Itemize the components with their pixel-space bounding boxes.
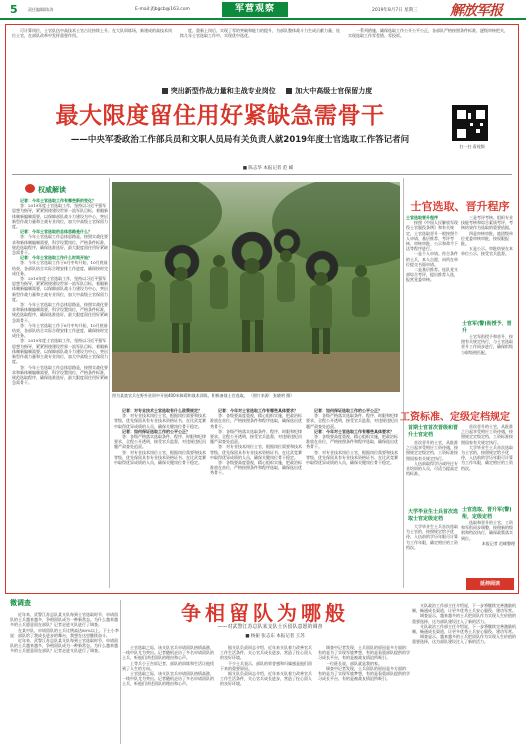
bottom-headline: 争相留队为哪般	[181, 601, 349, 625]
editor-info: 责任编辑/陈涛	[28, 7, 54, 12]
right-text-1c	[461, 334, 515, 394]
kicker-item: 突出新型作战力量和主战专业岗位	[170, 87, 276, 95]
answer: 答：2019年度士官选取工作，坚持以习近平强军思想为指导，紧紧围绕建设世界一流军队目标，着眼新体制新编制需要，以保障部队战斗力建设为中心，突出新型作战力量和主战专业岗位，加大中高级士官保留力度。	[12, 203, 108, 230]
intro-columns	[12, 28, 512, 88]
intro-col-1	[12, 28, 172, 88]
paragraph: 调查显示，越来越多的士兵把留队作为实现人生价值的重要选择，这为部队建设注入了新的活力。	[412, 613, 516, 624]
question: 记者：如何保证选取工作的公平公正？	[314, 408, 382, 413]
right-section-title-1: 士官选取、晋升程序	[410, 200, 510, 213]
answer: 答：各级要高度重视，精心组织实施，把政治标准放在首位，严格按照条件和程序选取，确保选出优秀骨干。	[306, 434, 398, 450]
answer: 答：各级要高度重视，精心组织实施，把政治标准放在首位，严格按照条件和程序选取，确保选出优秀骨干。	[210, 413, 302, 429]
news-photo	[112, 182, 400, 392]
square-bullet-icon	[162, 88, 168, 94]
left-column-text	[12, 198, 108, 588]
section-badge-icon	[25, 184, 35, 193]
paragraph: 近年来，武警江苏总队某支队每到士官选取时节，申请留队的士兵越来越多，争相留队成为一种新常态。为什么越来越多的士兵愿意留在部队？记者走进支队进行了调查。	[10, 612, 118, 628]
paragraph: 入伍前取得学历或经过专业培训的人员，可适当提高定档标准。	[406, 460, 458, 477]
divider	[12, 174, 512, 175]
paragraph: 据支队负责同志介绍，近年来支队着力改善官兵工作生活条件，关心官兵成长进步，营造了拴心留人的良好环境。	[220, 645, 312, 661]
bottom-column-2	[122, 645, 217, 745]
kicker-item: 加大中高级士官保留力度	[295, 87, 373, 95]
paragraph: 首次晋升的士官，从批准之日起享受相应工资待遇，按照规定定级定档，工资标准按照国家有关规定执行。	[406, 440, 458, 461]
question: 记者：今年对士官选取工作有哪些具体要求？	[218, 408, 298, 413]
newspaper-logo: 解放军报	[450, 3, 502, 19]
question: 记者：如何保证选取工作的公平公正？	[122, 428, 190, 434]
answer: 答：各级严格落实选取条件、程序、时限和纪律要求，全程公开透明，接受官兵监督，对违规违纪问题严肃查处追责。	[210, 428, 302, 445]
paragraph: 按照《中国人民解放军现役士官服役条例》和有关规定，士官选取晋升一般按照个人申请、基层推荐、考评考核、审核审批、公示和命令下达等程序进行。	[406, 220, 458, 252]
right-text-4	[461, 520, 515, 574]
paragraph: 士官军衔授予和晋升，按照有关规定执行，与士官选取晋升工作同步进行，确保衔级与职级相匹配。	[461, 334, 513, 355]
question: 记者：今年士官选取的总体思路是什么？	[20, 229, 92, 235]
right-text-2	[406, 440, 458, 500]
right-section-title-2: 工资标准、定级定档规定	[400, 412, 510, 423]
photo-caption: 图为某旅官兵在野外驻训中开展400米障碍和战术训练，积极备战士官选取。 （照片来源：张晓明 摄）	[112, 393, 295, 398]
mid-column-2	[210, 408, 302, 588]
answer: 答：今年士官选取工作总体思路是，按照实战化要求和新体制编制需要，科学设置岗位，严格条件标准，规范选取程序，确保选准选好，最大限度留住用好紧缺急需骨干。	[12, 364, 108, 386]
mid-column-1	[114, 408, 206, 588]
paragraph: 支队政治工作部主任介绍说，下一步将继续完善激励机制，畅通成长渠道，让更多优秀士兵安心服役、建功军营。	[412, 603, 516, 614]
answer: 答：对专业技术岗位士官，根据岗位需要和技术等级，优先保留具有专业技术资格证书、在比武竞赛中取得优异成绩的人员，确保关键岗位骨干稳定。	[306, 449, 398, 466]
answer: 答：各级要高度重视，精心组织实施，把政治标准放在首位，严格按照条件和程序选取，确保选出优秀骨干。	[210, 460, 302, 476]
question: 记者：对专业技术士官选取有什么政策规定？	[122, 408, 202, 413]
intro-col-2	[180, 28, 340, 88]
bottom-byline: ■ 杨振 张志东 本报记者 王苏	[245, 634, 305, 639]
bottom-subtitle: ——对武警江苏总队某支队士兵留队意愿的调查	[217, 624, 323, 630]
square-bullet-icon	[286, 88, 292, 94]
answer: 答：今年士官选取工作于8月中旬开始，10月底前结束，各部队结合实际合理安排工作进度，确保按时完成任务。	[12, 260, 108, 276]
answer: 答：对专业技术岗位士官，根据岗位需要和技术等级，优先保留具有专业技术资格证书、在比武竞赛中取得优异成绩的人员，确保关键岗位骨干稳定。	[114, 413, 206, 429]
answer: 答：各级严格落实选取条件、程序、时限和纪律要求，全程公开透明，接受官兵监督，对违规违纪问题严肃查处追责。	[306, 413, 398, 429]
right-subhead-3: 大学毕业生士兵首次选取士官定级定档	[408, 509, 459, 522]
bottom-section-title: 微调查	[10, 599, 31, 607]
paragraph: 调查中记者发现，士兵留队的原因是多方面的：有的是为了实现军旅梦想，有的是看重部队提供的学习成长平台，有的是被战友情谊所吸引。	[318, 665, 410, 682]
column-divider	[403, 178, 404, 588]
paragraph: 调查显示，越来越多的士兵把留队作为实现人生价值的重要选择，这为部队建设注入了新的活力。	[412, 634, 516, 645]
paragraph: 不少士兵表示，部队的荣誉感和归属感是他们留下来的重要原因。	[220, 660, 312, 671]
paragraph: 士官选取之际，该支队官兵申请留队热情高涨，一线中队尤为突出。记者随机走访了多名申请留队的士兵，听他们讲述留队的理由和心声。	[122, 645, 214, 661]
paragraph: 五是公示。审批结果在本单位公示，接受官兵监督。	[461, 246, 513, 257]
paragraph: 士官选取之际，该支队官兵申请留队热情高涨，一线中队尤为突出。记者随机走访了多名申请留队的士兵，听他们讲述留队的理由和心声。	[122, 671, 214, 687]
byline: ■ 陈志华 本报记者 范 嵘	[242, 166, 294, 171]
paragraph: 支队政治工作部主任介绍说，下一步将继续完善激励机制，畅通成长渠道，让更多优秀士兵安心服役、建功军营。	[412, 623, 516, 635]
paragraph: 二是基层推荐。连队党支部综合考评，提出推荐人选，报营党委审核。	[406, 267, 458, 283]
paragraph: 大学毕业生士兵首次选取为士官的，按照规定给予优待，入伍前的学历年限可计算为工作年限，确定相应的工资档次。	[461, 444, 513, 471]
paragraph: 一系列措施，确保选取工作公开公平公正，各部队严格按照条件标准，逐级审核把关，实现选取工作零差错、零投诉。	[348, 28, 508, 39]
email: E-mail:jfjbgcb@163.com	[135, 7, 190, 12]
paragraph: 上等兵小王告诉记者，部队的训练和生活让他找到了人生的方向。	[122, 660, 214, 671]
answer: 答：各级严格落实选取条件、程序、时限和纪律要求，全程公开透明，接受官兵监督，对违规违纪问题严肃查处追责。	[114, 434, 206, 450]
extended-reading-tag: 延伸阅读	[466, 578, 514, 590]
qr-label: 扫一扫 看视频	[459, 144, 485, 149]
paragraph: 在某中队，申请留队的士兵比例高达80%以上。下士小李说：部队给了我成长进步的舞台，我想在这里继续奋斗。	[10, 627, 119, 638]
column-divider	[109, 178, 110, 588]
mid-column-3	[306, 408, 400, 588]
question: 记者：今年士官选取工作有哪些新的变化？	[20, 198, 96, 203]
paragraph: 四是审核审批。旅团级单位党委审核审批，按权限报批。	[461, 230, 513, 247]
paragraph: 可计算岗位，士官队伍中高技术士官占比持续上升。在大队训练场，新建成的高技术岗位士官，在部队改革中发挥重要作用。	[12, 28, 172, 39]
answer: 答：对专业技术岗位士官，根据岗位需要和技术等级，优先保留具有专业技术资格证书、在比武竞赛中取得优异成绩的人员，确保关键岗位骨干稳定。	[210, 444, 302, 460]
paragraph: 选取和晋升的士官，工资和军衔同步调整，按照新的级别和档次执行，确保政策落实到位。	[461, 520, 513, 541]
right-subhead-4: 士官选取、晋升军(警)衔，定级定档	[462, 507, 512, 520]
paragraph: 首次晋升的士官，从批准之日起享受相应工资待遇，按照规定定级定档，工资标准按照国家有关规定执行。	[461, 424, 513, 445]
bottom-column-5	[412, 603, 518, 743]
issue-date: 2019年8月7日 星期三	[372, 8, 418, 13]
soldiers-training-image	[112, 182, 400, 392]
answer: 答：今年士官选取工作总体思路是，按照实战化要求和新体制编制需要，科学设置岗位，严格条件标准，规范选取程序，确保选准选好，最大限度留住用好紧缺急需骨干。	[12, 302, 108, 323]
paragraph: 三是考评考核。组织专业技能考核和综合素质考评，考核结果作为选取的重要依据。	[461, 215, 513, 231]
right-subhead-2: 首期士官首次晋级和晋升士官定档	[408, 425, 459, 438]
answer: 答：今年士官选取工作总体思路是，按照实战化要求和新体制编制需要，科学设置岗位，严格条件标准，规范选取程序，确保选准选好，最大限度留住用好紧缺急需骨干。	[12, 234, 108, 256]
paragraph: 据支队负责同志介绍，近年来支队着力改善官兵工作生活条件，关心官兵成长进步，营造了拴心留人的良好环境。	[220, 671, 312, 687]
header-rule	[0, 18, 526, 20]
answer: 答：2019年度士官选取工作，坚持以习近平强军思想为指导，紧紧围绕建设世界一流军队目标，着眼新体制新编制需要，以保障部队战斗力建设为中心，突出新型作战力量和主战专业岗位，加大中高级士官保留力度。	[12, 338, 108, 365]
answer: 答：2019年度士官选取工作，坚持以习近平强军思想为指导，紧紧围绕建设世界一流军队目标，着眼新体制新编制需要，以保障部队战斗力建设为中心，突出新型作战力量和主战专业岗位，加大中高级士官保留力度。	[12, 276, 108, 302]
paragraph: 一位班长说，部队就是我的家。	[326, 660, 382, 666]
right-text-2b	[461, 424, 515, 504]
answer: 答：今年士官选取工作于8月中旬开始，10月底前结束，各部队结合实际合理安排工作进度，确保按时完成任务。	[12, 322, 108, 339]
question: 记者：今年士官选取工作什么时间开始？	[20, 255, 92, 261]
paragraph: 大学毕业生士兵首次选取为士官的，按照规定给予优待，入伍前的学历年限可计算为工作年限，确定相应的工资档次。	[406, 524, 458, 550]
bottom-column-4	[318, 645, 413, 745]
bottom-column-3	[220, 645, 315, 745]
headline: 最大限度留住用好紧缺急需骨干	[55, 103, 385, 129]
kicker	[100, 86, 426, 96]
question: 记者：今年对士官选取工作有哪些具体要求？	[314, 428, 394, 434]
paragraph: 度，重新上岗后，实现了零的突破和能力的提升，为部队整体战斗力生成贡献力量，连续几年士官选取工作中，实现优中选优。	[180, 28, 340, 39]
right-text-3	[406, 524, 458, 584]
answer: 答：对专业技术岗位士官，根据岗位需要和技术等级，优先保留具有专业技术资格证书、在比武竞赛中取得优异成绩的人员，确保关键岗位骨干稳定。	[114, 449, 206, 466]
qr-code-icon[interactable]	[452, 105, 488, 141]
intro-col-3	[348, 28, 508, 88]
right-text-1b	[461, 215, 515, 315]
signature: 本报记者 范嵘整理	[481, 540, 515, 546]
right-subhead-1: 士官军(警)衔授予、晋升	[462, 321, 512, 334]
left-section-title: 权威解读	[38, 186, 66, 194]
subheading: 士官选取晋升程序	[406, 215, 438, 220]
page-number: 5	[10, 3, 18, 16]
paragraph: 近年来，武警江苏总队某支队每到士官选取时节，申请留队的士兵越来越多，争相留队成为一种新常态。为什么越来越多的士兵愿意留在部队？记者走进支队进行了调查。	[10, 638, 118, 654]
right-text-1a	[406, 215, 458, 395]
sub-headline: ——中央军委政治工作部兵员和文职人员局有关负责人就2019年度士官选取工作答记者问	[70, 135, 410, 145]
section-title: 军营观察	[222, 2, 288, 17]
bottom-column-1	[10, 612, 120, 744]
paragraph: 调查中记者发现，士兵留队的原因是多方面的：有的是为了实现军旅梦想，有的是看重部队提供的学习成长平台，有的是被战友情谊所吸引。	[318, 645, 410, 661]
paragraph: 一是个人申请。符合条件的士兵，本人自愿，向所在单位提交书面申请。	[406, 251, 458, 267]
